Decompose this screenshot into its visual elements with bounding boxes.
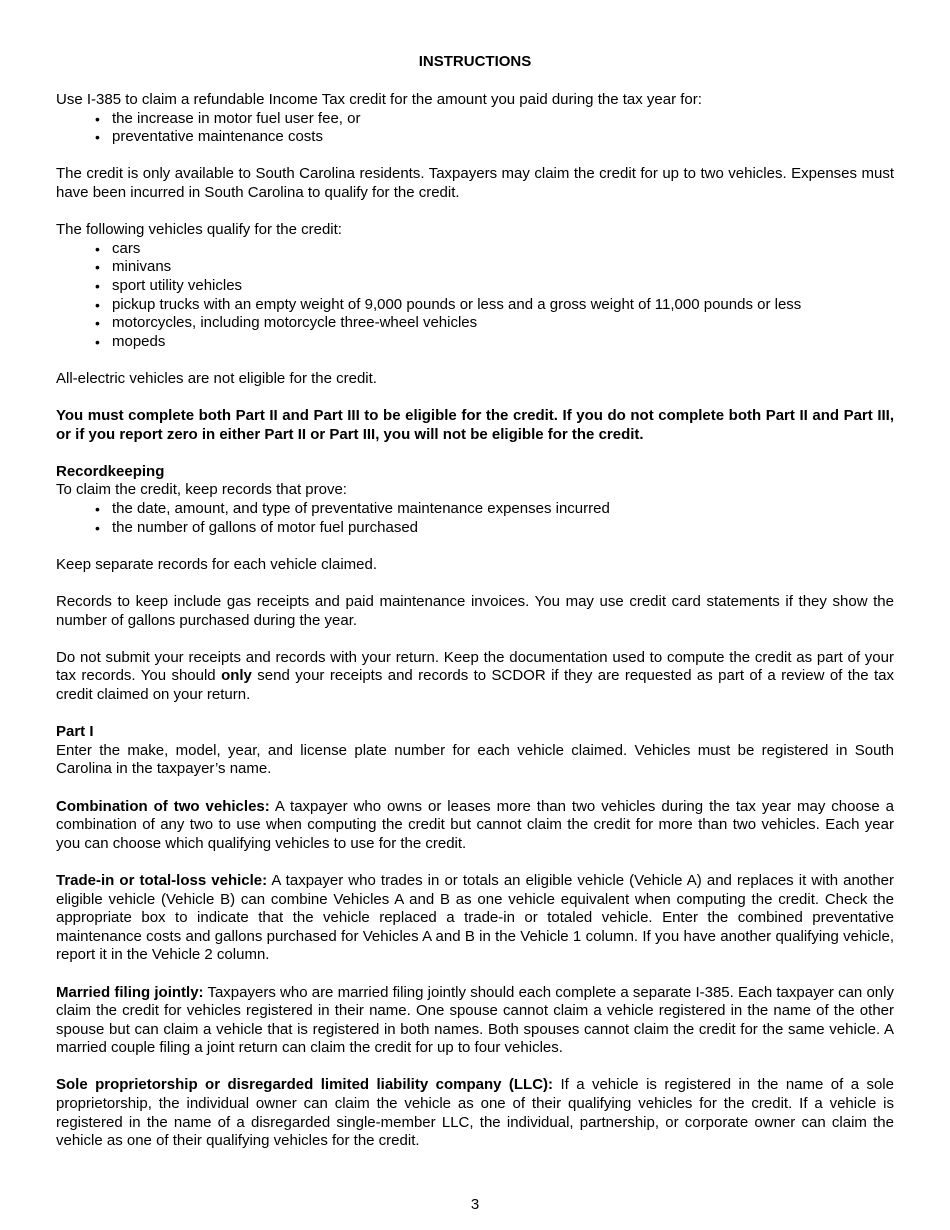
separate-records-text: Keep separate records for each vehicle claimed. bbox=[56, 555, 378, 573]
do-not-submit-text bbox=[56, 649, 894, 705]
list-item: • pickup trucks with an empty weight of 9,000 pounds or less and a gross weight of 11,000 pounds or less bbox=[112, 296, 894, 315]
residency-text: The credit is only available to South Carolina residents. Taxpayers may claim the credit for up to two vehicles. Expenses must have been incurred in South Carolina to qualify for the credit. bbox=[56, 165, 894, 201]
list-item: • the date, amount, and type of preventative maintenance expenses incurred bbox=[112, 500, 894, 519]
part1-heading: Part I bbox=[56, 723, 94, 741]
list-item: • cars bbox=[112, 240, 894, 259]
intro-list bbox=[56, 110, 894, 147]
combination-text: A taxpayer who owns or leases more than two vehicles during the tax year may choose a combination of any two to use when computing the credit but cannot claim the credit for more than two vehicles. Each year you can choose which qualifying vehicles to use for the credit. bbox=[56, 797, 894, 852]
combination-label: Combination of two vehicles: bbox=[56, 797, 270, 815]
must-complete-warning: You must complete both Part II and Part III to be eligible for the credit. If you do not complete both Part II and Part III, or if you report zero in either Part II or Part III, you will not be eligible for the credit. bbox=[56, 407, 894, 443]
vehicles-intro: The following vehicles qualify for the credit: bbox=[56, 221, 342, 239]
sole-proprietorship-paragraph bbox=[56, 1076, 894, 1150]
vehicle-list bbox=[56, 240, 894, 352]
do-not-submit-part-b: send your receipts and records to SCDOR if they are requested as part of a review of the tax credit claimed on your return. bbox=[56, 667, 895, 703]
list-item: • motorcycles, including motorcycle three-wheel vehicles bbox=[112, 314, 894, 333]
list-item: • the increase in motor fuel user fee, or bbox=[112, 110, 894, 129]
tradein-paragraph bbox=[56, 872, 894, 965]
tradein-text: A taxpayer who trades in or totals an eligible vehicle (Vehicle A) and replaces it with another eligible vehicle (Vehicle B) can combine Vehicles A and B as one vehicle equivalent when computing the credit. Check the appropriate box to indicate that the vehicle replaced a trade-in or totaled vehicle. Enter the combined preventative maintenance costs and gallons purchased for Vehicles A and B in the Vehicle 1 column. If you have another qualifying vehicle, report it in the Vehicle 2 column. bbox=[56, 871, 894, 964]
list-item: • sport utility vehicles bbox=[112, 277, 894, 296]
do-not-submit-part-a: Do not submit your receipts and records with your return. Keep the documentation used to compute the credit as part of your tax records. You should bbox=[56, 648, 894, 685]
recordkeeping-intro: To claim the credit, keep records that prove: bbox=[56, 481, 347, 499]
married-paragraph bbox=[56, 984, 894, 1058]
part1-text: Enter the make, model, year, and license plate number for each vehicle claimed. Vehicles must be registered in South Carolina in the taxpayer’s name. bbox=[56, 741, 894, 778]
married-text: Taxpayers who are married filing jointly should each complete a separate I-385. Each taxpayer can only claim the credit for vehicles registered in their name. One spouse cannot claim a vehicle registered in the name of the other spouse but can claim a vehicle that is registered in both names. Both spouses cannot claim the credit for the same vehicle. A married couple filing a joint return can claim the credit for up to four vehicles. bbox=[56, 983, 894, 1057]
tradein-label: Trade-in or total-loss vehicle: bbox=[56, 871, 268, 889]
intro-text: Use I-385 to claim a refundable Income Tax credit for the amount you paid during the tax year for: bbox=[56, 91, 702, 108]
combination-paragraph bbox=[56, 798, 894, 854]
sole-text: If a vehicle is registered in the name of a sole proprietorship, the individual owner can claim the vehicle as one of their qualifying vehicles for the credit. If a vehicle is registered in the name of a disregarded single-member LLC, the individual, partnership, or corporate owner can claim the vehicle as one of their qualifying vehicles for the credit. bbox=[56, 1076, 894, 1150]
sole-label: Sole proprietorship or disregarded limited liability company (LLC): bbox=[56, 1076, 554, 1094]
page-title: INSTRUCTIONS bbox=[418, 53, 532, 70]
married-label: Married filing jointly: bbox=[56, 983, 204, 1001]
only-emphasis: only bbox=[221, 667, 252, 685]
recordkeeping-list bbox=[56, 500, 894, 537]
instructions-page bbox=[56, 52, 894, 1151]
list-item: • preventative maintenance costs bbox=[112, 128, 894, 147]
recordkeeping-heading: Recordkeeping bbox=[56, 462, 165, 480]
list-item: • mopeds bbox=[112, 333, 894, 352]
list-item: • the number of gallons of motor fuel purchased bbox=[112, 519, 894, 538]
electric-note: All-electric vehicles are not eligible for the credit. bbox=[56, 369, 377, 387]
page-number: 3 bbox=[470, 1196, 480, 1213]
list-item: • minivans bbox=[112, 258, 894, 277]
records-to-keep-text: Records to keep include gas receipts and paid maintenance invoices. You may use credit card statements if they show the number of gallons purchased during the year. bbox=[56, 593, 894, 629]
